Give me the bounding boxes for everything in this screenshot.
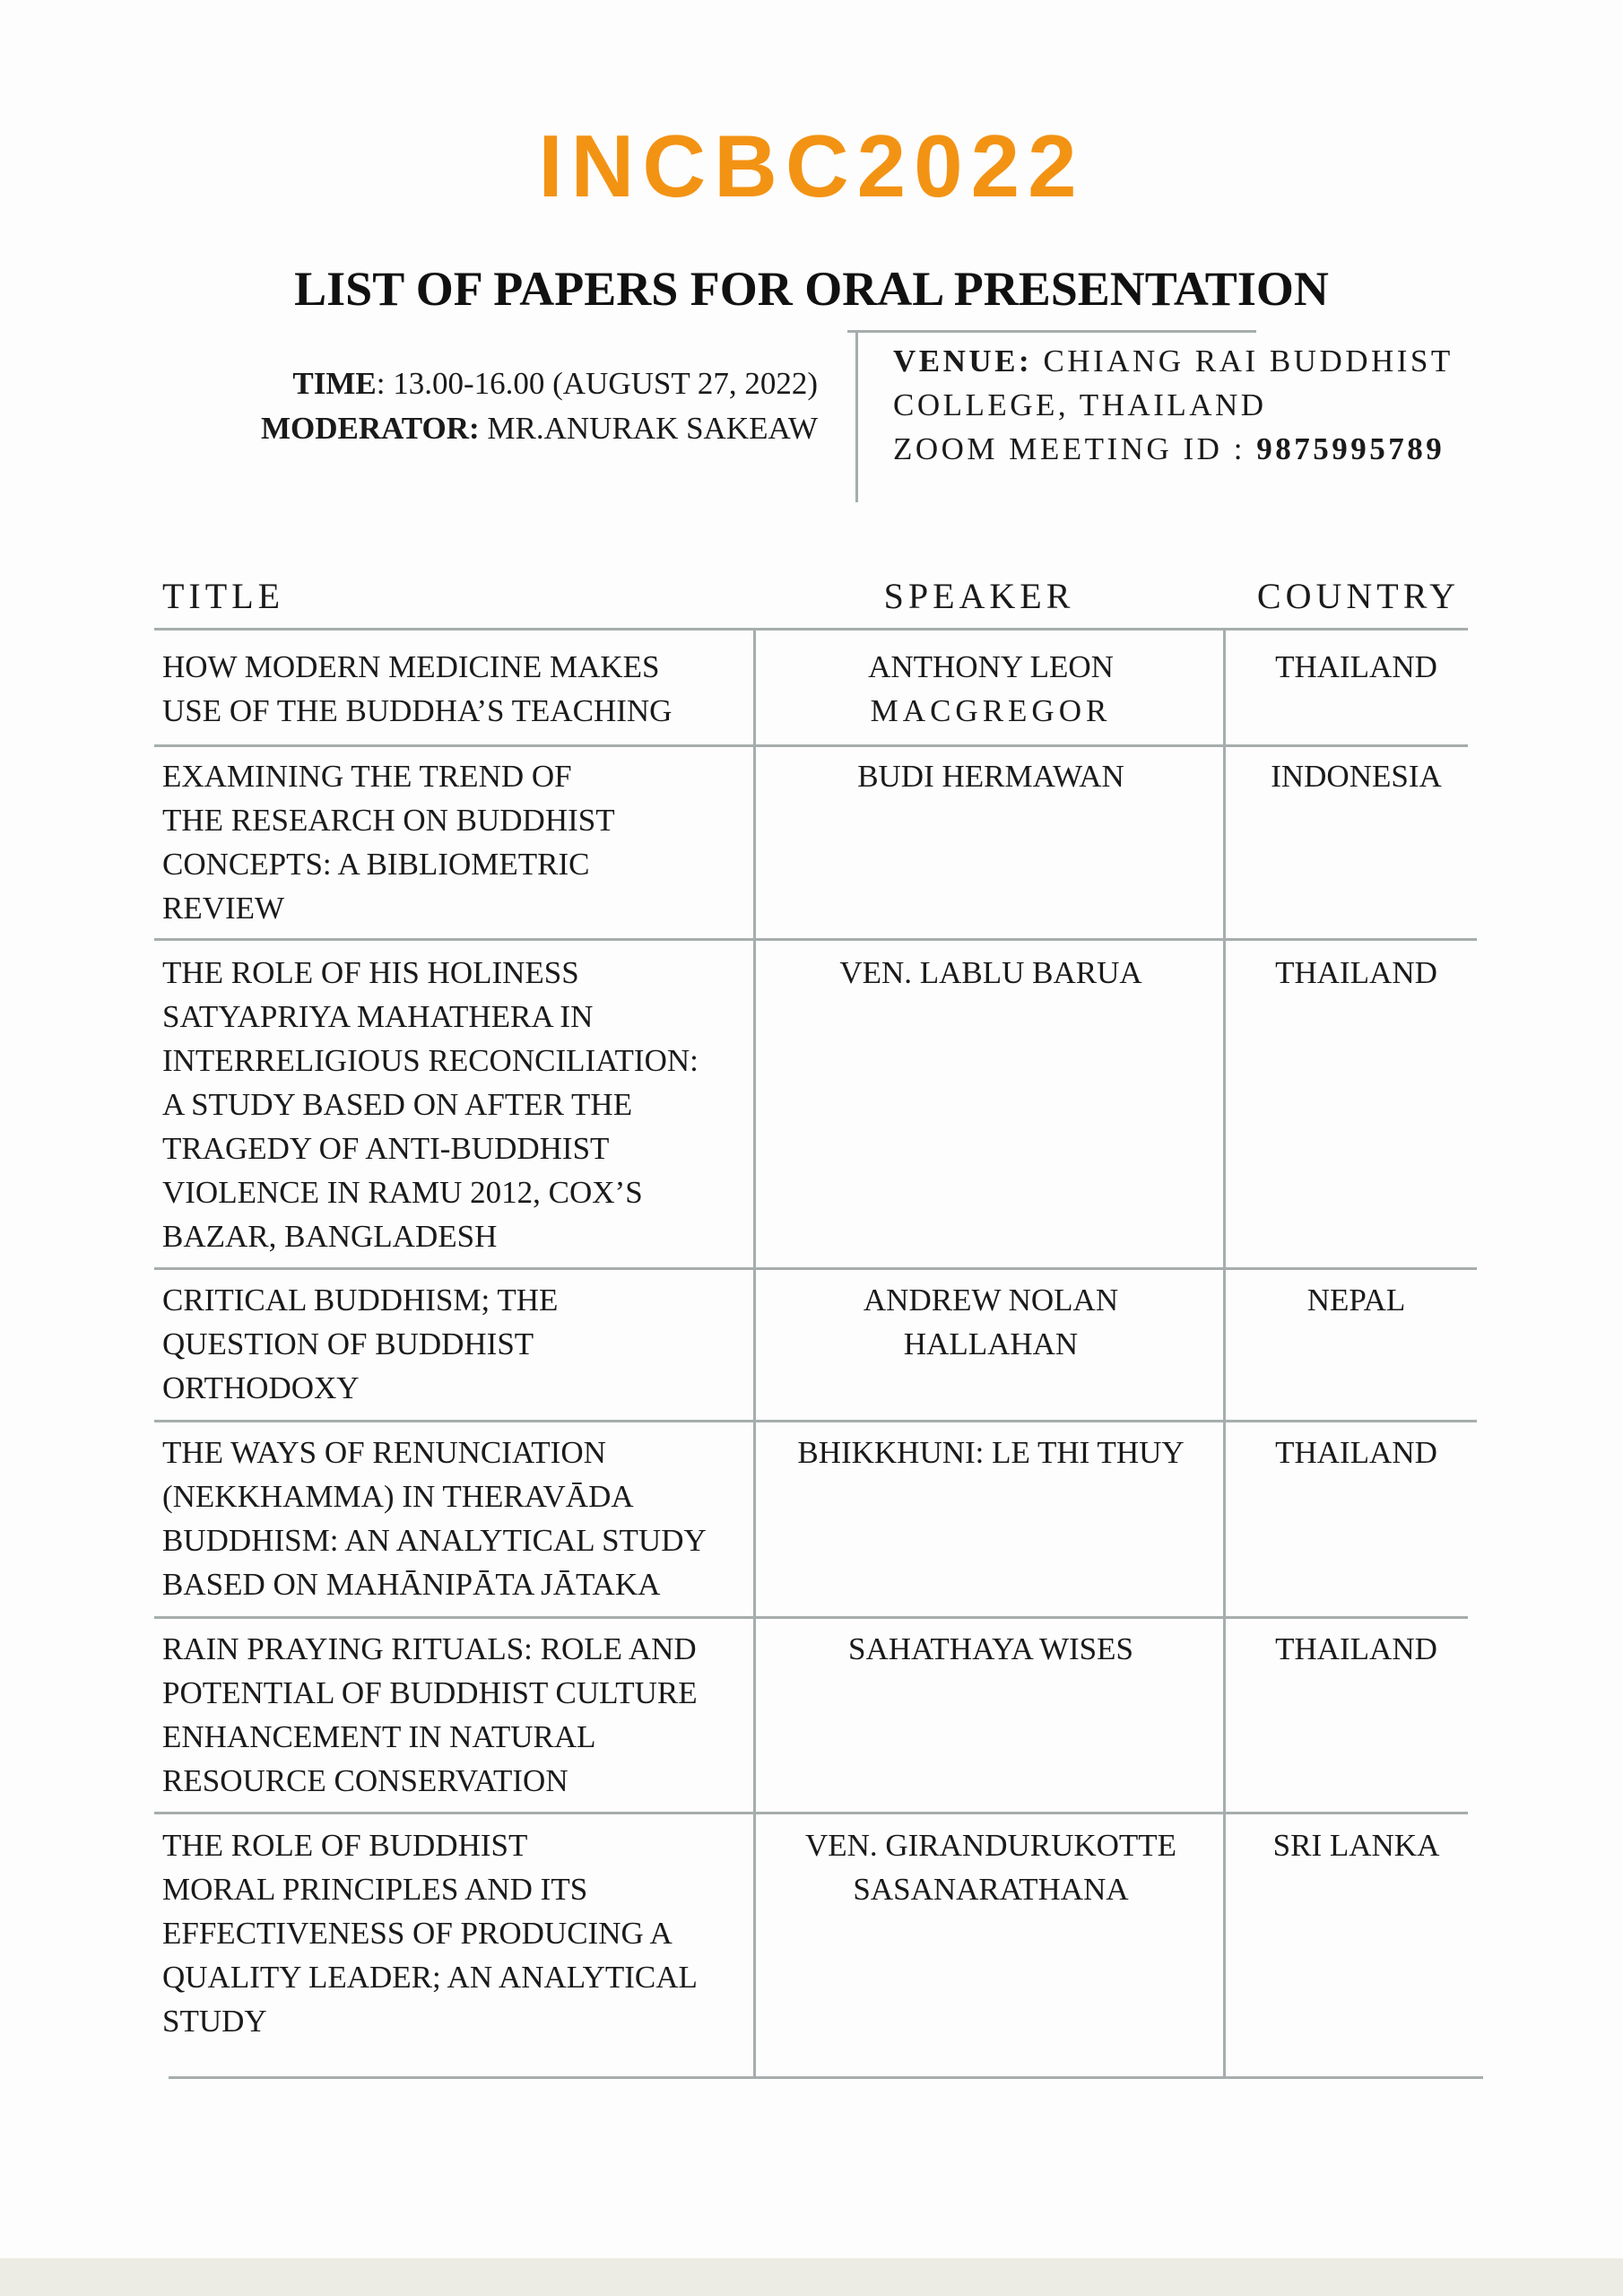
speaker-name <box>758 1627 1224 1671</box>
header-country: COUNTRY <box>1256 576 1461 616</box>
zoom-line <box>893 427 1610 471</box>
subtitle-rule <box>847 330 1256 333</box>
page-bottom-band <box>0 2258 1623 2296</box>
table-header-rule <box>154 628 1468 631</box>
speaker-line: SAHATHAYA WISES <box>848 1631 1133 1666</box>
moderator-label: MODERATOR: <box>260 411 480 446</box>
header-title: TITLE <box>162 576 285 616</box>
speaker-name <box>758 754 1224 798</box>
row-separator <box>154 1420 1477 1422</box>
speaker-country: THAILAND <box>1275 1435 1437 1470</box>
paper-title: RAIN PRAYING RITUALS: ROLE AND POTENTIAL OF BUDDHIST CULTURE ENHANCEMENT IN NATURAL RESOURCE CONSERVATION <box>162 1631 698 1798</box>
column-divider <box>753 628 756 2076</box>
speaker-country: INDONESIA <box>1271 759 1442 794</box>
speaker-name <box>758 1823 1224 1911</box>
zoom-label: ZOOM MEETING ID : <box>893 431 1257 466</box>
speaker-line: VEN. GIRANDURUKOTTE <box>804 1828 1177 1863</box>
speaker-country: SRI LANKA <box>1272 1828 1440 1863</box>
speaker-line: BUDI HERMAWAN <box>857 759 1124 794</box>
paper-title: CRITICAL BUDDHISM; THE QUESTION OF BUDDHIST ORTHODOXY <box>162 1283 559 1405</box>
venue-info <box>893 339 1610 471</box>
row-separator <box>154 938 1477 941</box>
speaker-line: HALLAHAN <box>903 1326 1079 1361</box>
speaker-country: THAILAND <box>1275 955 1437 990</box>
speaker-name <box>758 951 1224 995</box>
page-subtitle: LIST OF PAPERS FOR ORAL PRESENTATION <box>294 262 1329 316</box>
speaker-line: VEN. LABLU BARUA <box>839 955 1142 990</box>
speaker-line: BHIKKHUNI: LE THI THUY <box>797 1435 1185 1470</box>
speaker-name <box>758 645 1224 733</box>
paper-title: HOW MODERN MEDICINE MAKES USE OF THE BUDDHA’S TEACHING <box>162 649 673 728</box>
venue-line <box>893 339 1610 383</box>
speaker-line: ANTHONY LEON <box>868 649 1114 684</box>
time-value: : 13.00-16.00 (AUGUST 27, 2022) <box>376 366 818 401</box>
moderator-line <box>135 406 818 451</box>
moderator-value: MR.ANURAK SAKEAW <box>479 411 818 446</box>
speaker-country: THAILAND <box>1275 649 1437 684</box>
venue-label: VENUE: <box>893 344 1033 378</box>
row-separator <box>154 744 1468 747</box>
row-separator <box>154 1812 1468 1814</box>
header-speaker: SPEAKER <box>883 576 1075 616</box>
zoom-meeting-id: 9875995789 <box>1256 431 1445 466</box>
speaker-line: MACGREGOR <box>870 693 1112 728</box>
paper-title: EXAMINING THE TREND OF THE RESEARCH ON BUDDHIST CONCEPTS: A BIBLIOMETRIC REVIEW <box>162 759 615 926</box>
info-divider <box>855 330 858 502</box>
speaker-country: NEPAL <box>1306 1283 1406 1318</box>
speaker-line: ANDREW NOLAN <box>863 1283 1119 1318</box>
speaker-country: THAILAND <box>1275 1631 1437 1666</box>
row-separator <box>154 1267 1477 1270</box>
speaker-name <box>758 1278 1224 1366</box>
session-info <box>135 361 818 451</box>
venue-line-2: COLLEGE, THAILAND <box>893 387 1267 422</box>
row-separator <box>154 1616 1468 1619</box>
paper-title: THE ROLE OF HIS HOLINESS SATYAPRIYA MAHATHERA IN INTERRELIGIOUS RECONCILIATION: A STUDY BASED ON AFTER THE TRAGEDY OF ANTI-BUDDHIST VIOLENCE IN RAMU 2012, COX’S BAZAR, BANGLADESH <box>162 955 699 1254</box>
conference-title: INCBC2022 <box>538 117 1085 215</box>
time-line <box>135 361 818 406</box>
table-bottom-rule <box>169 2076 1483 2079</box>
paper-title: THE WAYS OF RENUNCIATION (NEKKHAMMA) IN THERAVĀDA BUDDHISM: AN ANALYTICAL STUDY BASED ON MAHĀNIPĀTA JĀTAKA <box>162 1435 707 1602</box>
speaker-name <box>758 1431 1224 1474</box>
paper-title: THE ROLE OF BUDDHIST MORAL PRINCIPLES AND ITS EFFECTIVENESS OF PRODUCING A QUALITY LEADER; AN ANALYTICAL STUDY <box>162 1828 698 2039</box>
speaker-line: SASANARATHANA <box>853 1872 1129 1907</box>
venue-value: CHIANG RAI BUDDHIST <box>1032 344 1454 378</box>
time-label: TIME <box>292 366 377 401</box>
